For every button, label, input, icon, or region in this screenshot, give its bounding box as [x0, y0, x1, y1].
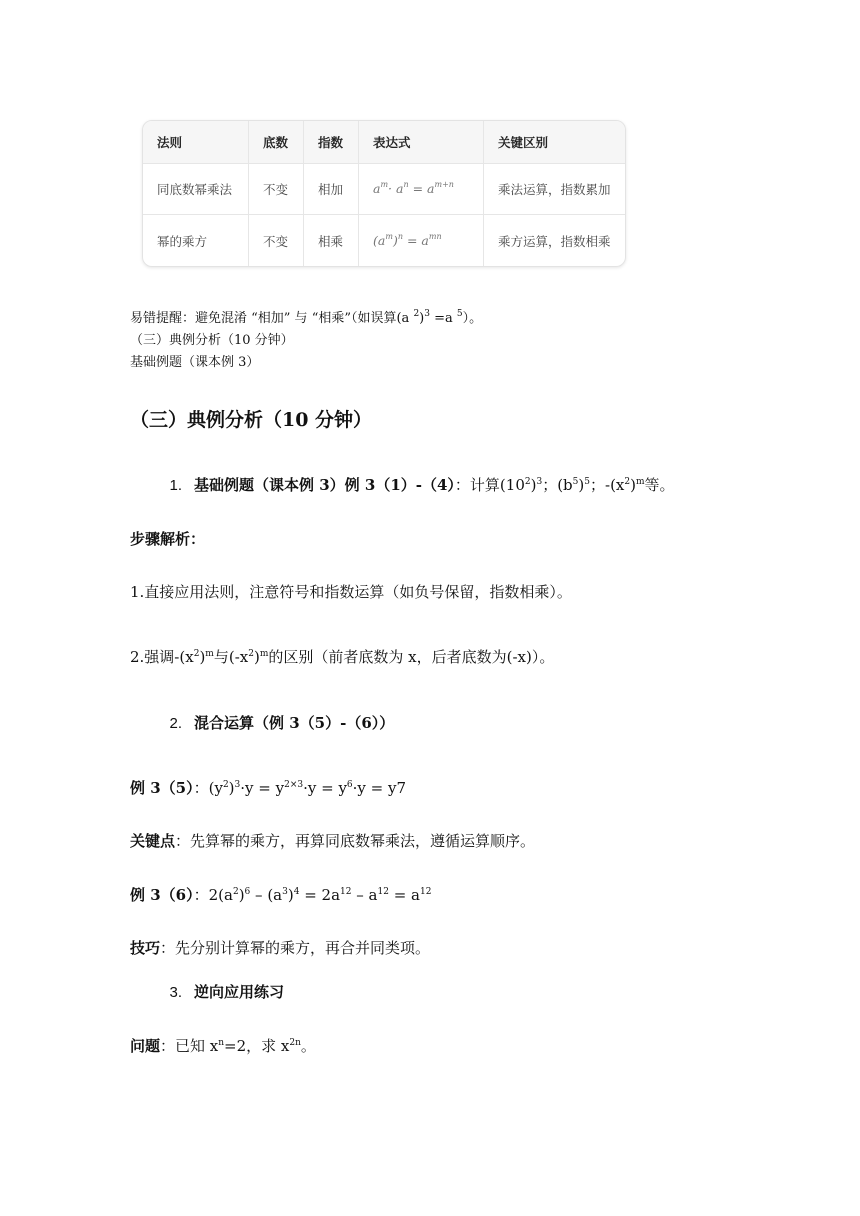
table-cell-formula: $a^m\cdot a^n = a^{m+n}$	[359, 163, 484, 215]
table-header-cell: 底数	[249, 121, 304, 163]
list-item: 3. 逆向应用练习	[169, 983, 285, 1001]
table-cell: 不变	[249, 163, 304, 215]
table-header-cell: 表达式	[359, 121, 484, 163]
table-cell: 不变	[249, 215, 304, 267]
note-line: 基础例题（课本例 3）	[130, 355, 260, 370]
table-row	[143, 215, 625, 267]
question: 问题：已知 $x^n=2$，求 $x^{2n}$。	[130, 1037, 316, 1055]
example-line: 例 3（6）：$2(a^2)^6 - (a^3)^4 = 2a^{12} - a^{12} = a^{12}$	[130, 886, 432, 904]
list-item: 1. 基础例题（课本例 3）例 3（1）-（4）：计算$(10^2)^3$；$(b^5)^5$；$-(x^2)^m$等。	[169, 476, 675, 494]
table-cell: 同底数幂乘法	[143, 163, 249, 215]
key-point: 关键点：先算幂的乘方，再算同底数幂乘法，遵循运算顺序。	[130, 832, 536, 850]
table-header-cell: 法则	[143, 121, 249, 163]
table-cell: 相加	[304, 163, 359, 215]
note-line: （三）典例分析（10 分钟）	[130, 333, 294, 348]
table-cell-formula: $(a^m)^n = a^{mn}$	[359, 215, 484, 267]
table-header-cell: 关键区别	[484, 121, 626, 163]
table-header-cell: 指数	[304, 121, 359, 163]
table-cell: 乘方运算，指数相乘	[498, 233, 611, 249]
table-cell: 幂的乘方	[143, 215, 249, 267]
table-cell: 乘法运算，指数累加	[484, 163, 626, 215]
list-item: 2. 混合运算（例 3（5）-（6））	[169, 714, 395, 732]
example-line: 例 3（5）：$(y^2)^3\cdot y = y^{2\times 3}\cdot y = y^6\cdot y = y7$	[130, 779, 407, 797]
tip: 技巧：先分别计算幂的乘方，再合并同类项。	[130, 939, 431, 957]
table-cell: 相乘	[304, 215, 359, 267]
mistake-reminder: 易错提醒：避免混淆 “相加” 与 “相乘”（如误算(a $^2$)$^3$ =a $^5$）。	[130, 309, 483, 326]
section-heading: （三）典例分析（10 分钟）	[130, 409, 373, 431]
step-text: 2.强调$-(x^2)^m$与$(-x^2)^m$的区别（前者底数为 x，后者底数为(-x)）。	[130, 648, 555, 666]
rules-table	[142, 120, 626, 267]
steps-label: 步骤解析：	[130, 530, 206, 548]
table-header-row	[143, 121, 625, 163]
step-text: 1.直接应用法则，注意符号和指数运算（如负号保留，指数相乘）。	[130, 583, 572, 601]
table-row	[143, 163, 625, 215]
